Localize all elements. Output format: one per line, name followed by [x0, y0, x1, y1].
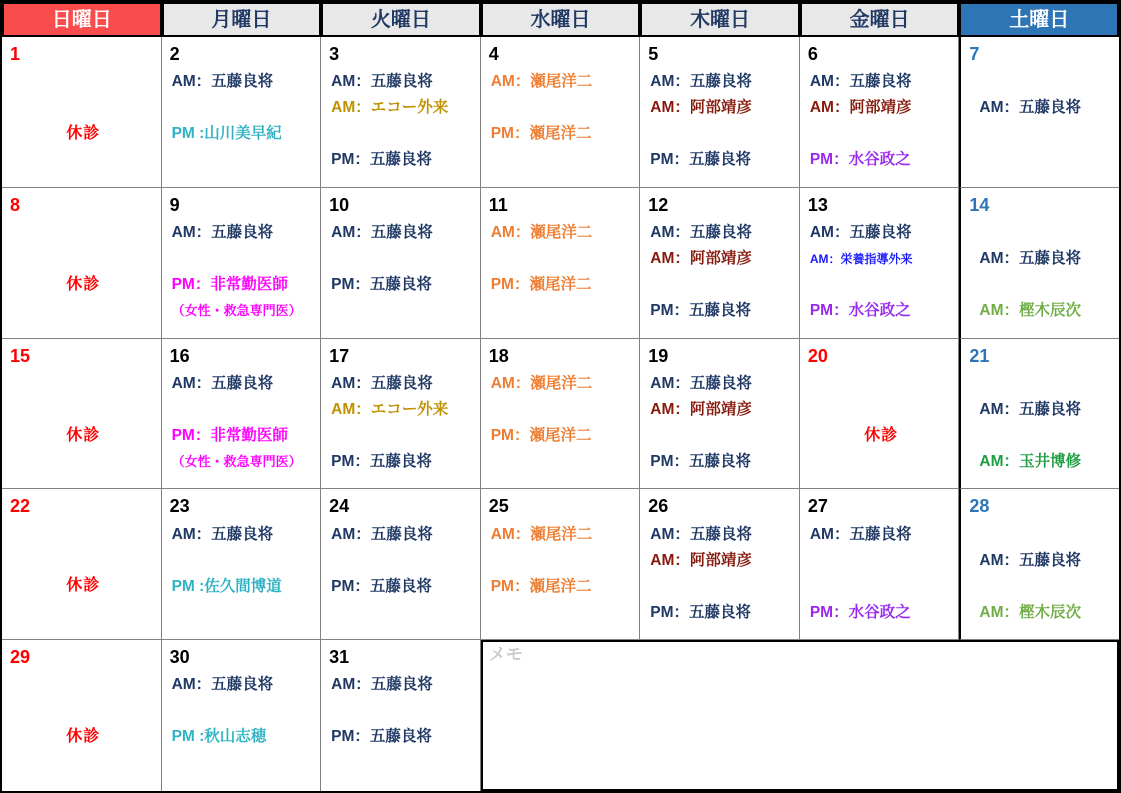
day-number: 24: [329, 496, 350, 517]
schedule-entry: AM：五藤良将: [331, 676, 433, 694]
schedule-entry: AM：五藤良将: [331, 374, 433, 392]
schedule-entry: AM：樫木辰次: [979, 302, 1082, 320]
schedule-entry: PM：瀬尾洋二: [490, 125, 592, 143]
day-cell-23: [162, 489, 322, 640]
day-number: 25: [488, 496, 509, 517]
schedule-entry: PM :山川美早紀: [171, 125, 282, 143]
closed-label: 休診: [66, 577, 101, 595]
day-cell-30: [162, 640, 322, 791]
day-number: 31: [329, 647, 350, 668]
weekday-header-weekday-1: 月曜日: [162, 2, 322, 37]
schedule-entry: AM：瀬尾洋二: [490, 525, 593, 543]
schedule-entry: PM：水谷政之: [809, 603, 911, 621]
schedule-entry: AM：阿部靖彦: [650, 551, 752, 569]
schedule-entry: PM：五藤良将: [650, 603, 752, 621]
day-cell-9: [162, 188, 322, 339]
weekday-header-weekday-2: 火曜日: [321, 2, 481, 37]
schedule-entry: PM：瀬尾洋二: [490, 426, 592, 444]
day-number: 11: [488, 194, 508, 215]
day-number: 20: [807, 345, 828, 366]
day-number: 29: [10, 647, 31, 668]
day-number: 22: [10, 496, 31, 517]
day-cell-10: [321, 188, 481, 339]
day-cell-18: [481, 339, 641, 490]
weekday-header-weekday-4: 木曜日: [640, 2, 800, 37]
day-number: 7: [969, 44, 980, 64]
day-cell-2: [162, 37, 322, 188]
schedule-entry: AM：五藤良将: [809, 73, 912, 91]
schedule-entry: PM：五藤良将: [331, 151, 432, 169]
schedule-entry: PM：五藤良将: [331, 577, 432, 595]
schedule-entry: PM：非常勤医師: [171, 276, 288, 294]
day-number: 8: [10, 194, 21, 215]
weekday-header-saturday: 土曜日: [959, 2, 1119, 37]
weekday-header-weekday-5: 金曜日: [800, 2, 960, 37]
schedule-entry: AM：玉井博修: [979, 452, 1082, 470]
day-number: 1: [10, 44, 21, 64]
schedule-entry: AM：五藤良将: [979, 250, 1082, 268]
schedule-entry: PM：五藤良将: [331, 276, 432, 294]
memo-area: [481, 640, 1119, 791]
day-cell-20: [800, 339, 960, 490]
day-number: 13: [807, 194, 828, 215]
schedule-entry: AM：五藤良将: [171, 224, 274, 242]
schedule-entry: AM：五藤良将: [650, 73, 752, 91]
schedule-entry: PM：五藤良将: [650, 452, 752, 470]
day-number: 28: [969, 496, 990, 517]
day-cell-5: [640, 37, 800, 188]
closed-label: 休診: [66, 275, 101, 293]
schedule-entry: AM：五藤良将: [979, 551, 1082, 569]
schedule-entry: AM：樫木辰次: [979, 603, 1082, 621]
day-cell-6: [800, 37, 960, 188]
day-number: 16: [169, 345, 190, 366]
day-number: 10: [329, 194, 350, 215]
schedule-entry: AM：栄養指導外来: [809, 251, 913, 266]
schedule-entry: PM :佐久間博道: [171, 577, 282, 595]
day-cell-21: [959, 339, 1119, 490]
day-number: 6: [807, 44, 818, 64]
schedule-entry: PM：非常勤医師: [171, 426, 288, 444]
schedule-entry: AM：五藤良将: [171, 676, 274, 694]
day-number: 18: [488, 345, 509, 366]
schedule-entry: PM：水谷政之: [809, 302, 911, 320]
day-cell-17: [321, 339, 481, 490]
day-cell-22: [2, 489, 162, 640]
schedule-entry: AM：エコー外来: [331, 400, 449, 418]
day-cell-8: [2, 188, 162, 339]
schedule-entry: （女性・救急専門医）: [171, 454, 302, 470]
schedule-entry: PM：瀬尾洋二: [490, 276, 592, 294]
day-number: 5: [648, 44, 659, 64]
day-cell-14: [959, 188, 1119, 339]
closed-label: 休診: [66, 426, 101, 444]
schedule-entry: AM：五藤良将: [171, 525, 274, 543]
day-cell-7: [959, 37, 1119, 188]
day-number: 12: [648, 194, 669, 215]
schedule-entry: AM：瀬尾洋二: [490, 73, 593, 91]
day-number: 26: [648, 496, 669, 517]
schedule-entry: （女性・救急専門医）: [171, 303, 302, 319]
schedule-entry: AM：五藤良将: [331, 73, 433, 91]
schedule-entry: PM：五藤良将: [331, 728, 432, 746]
day-cell-11: [481, 188, 641, 339]
day-number: 15: [10, 345, 31, 366]
day-cell-1: [2, 37, 162, 188]
schedule-entry: AM：五藤良将: [331, 224, 433, 242]
schedule-entry: PM：五藤良将: [650, 151, 752, 169]
schedule-entry: PM：瀬尾洋二: [490, 577, 592, 595]
day-number: 2: [169, 44, 180, 64]
schedule-entry: AM：阿部靖彦: [650, 250, 752, 268]
schedule-entry: AM：五藤良将: [979, 99, 1082, 117]
day-number: 23: [169, 496, 190, 517]
day-number: 3: [329, 44, 340, 64]
day-cell-15: [2, 339, 162, 490]
day-number: 9: [169, 194, 180, 215]
day-number: 17: [329, 345, 350, 366]
schedule-entry: AM：エコー外来: [331, 99, 449, 117]
schedule-entry: AM：五藤良将: [331, 525, 433, 543]
closed-label: 休診: [66, 728, 101, 746]
schedule-entry: AM：五藤良将: [650, 374, 752, 392]
day-cell-4: [481, 37, 641, 188]
schedule-entry: PM：水谷政之: [809, 151, 911, 169]
day-cell-16: [162, 339, 322, 490]
day-number: 21: [969, 345, 990, 366]
schedule-entry: AM：阿部靖彦: [809, 99, 912, 117]
day-cell-28: [959, 489, 1119, 640]
day-cell-12: [640, 188, 800, 339]
day-cell-3: [321, 37, 481, 188]
schedule-entry: AM：瀬尾洋二: [490, 224, 593, 242]
day-number: 14: [969, 194, 990, 215]
day-cell-19: [640, 339, 800, 490]
schedule-entry: AM：阿部靖彦: [650, 400, 752, 418]
day-cell-24: [321, 489, 481, 640]
schedule-entry: AM：五藤良将: [171, 374, 274, 392]
schedule-entry: AM：瀬尾洋二: [490, 374, 593, 392]
day-number: 19: [648, 345, 669, 366]
day-cell-13: [800, 188, 960, 339]
day-cell-25: [481, 489, 641, 640]
schedule-entry: AM：阿部靖彦: [650, 99, 752, 117]
weekday-header-weekday-3: 水曜日: [481, 2, 641, 37]
schedule-entry: AM：五藤良将: [650, 525, 752, 543]
closed-label: 休診: [66, 125, 101, 142]
day-cell-26: [640, 489, 800, 640]
schedule-entry: AM：五藤良将: [979, 400, 1082, 418]
day-number: 30: [169, 647, 190, 668]
day-cell-31: [321, 640, 481, 791]
schedule-entry: PM：五藤良将: [331, 452, 432, 470]
schedule-entry: AM：五藤良将: [171, 73, 274, 91]
weekday-header-sunday: 日曜日: [2, 2, 162, 37]
schedule-entry: AM：五藤良将: [809, 525, 912, 543]
schedule-entry: AM：五藤良将: [809, 224, 912, 242]
memo-label: メモ: [488, 645, 523, 665]
schedule-entry: PM：五藤良将: [650, 302, 752, 320]
schedule-entry: AM：五藤良将: [650, 224, 752, 242]
day-number: 27: [807, 496, 828, 517]
day-cell-29: [2, 640, 162, 791]
closed-label: 休診: [864, 426, 899, 444]
schedule-entry: PM :秋山志穂: [171, 728, 267, 746]
day-cell-27: [800, 489, 960, 640]
day-number: 4: [488, 44, 499, 64]
